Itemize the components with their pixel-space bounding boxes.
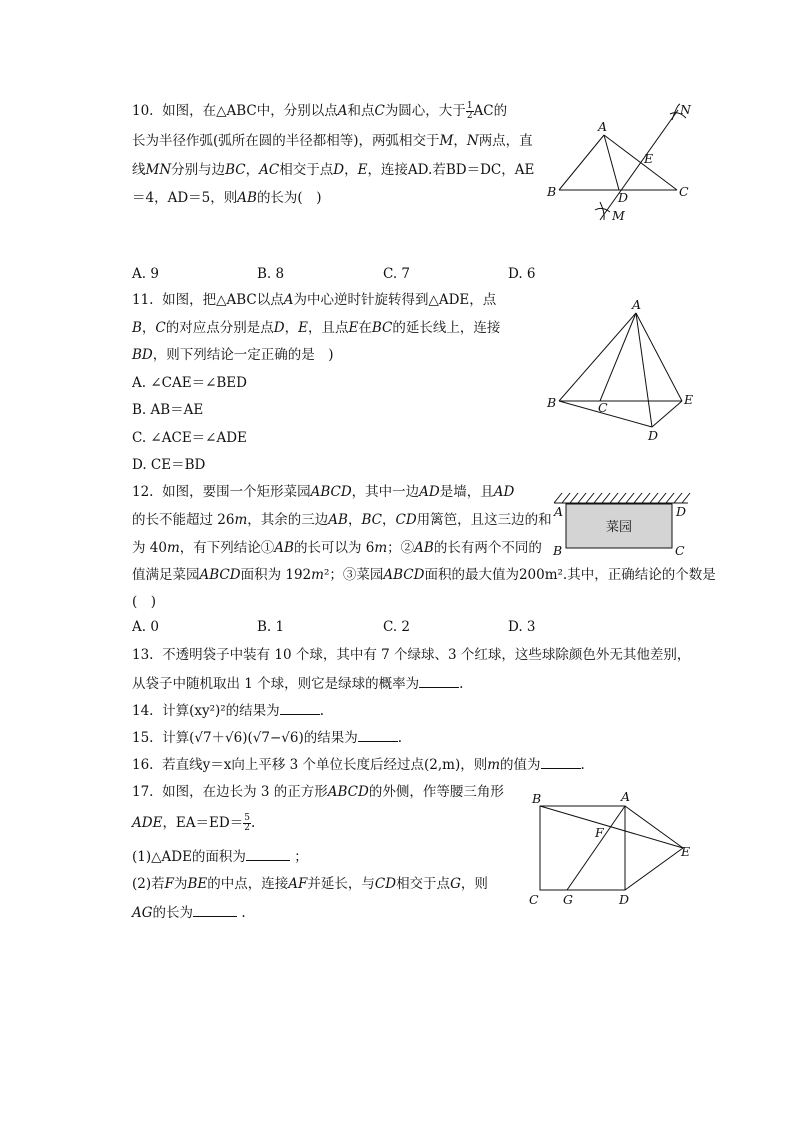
- q10-label-n: N: [680, 102, 691, 117]
- q13-answer-blank[interactable]: [419, 673, 459, 688]
- q15-number: 15.: [132, 730, 154, 746]
- q10-line-3: 线MN分别与边BC，AC相交于点D，E，连接AD.若BD＝DC，AE: [132, 162, 535, 178]
- q17-label-f: F: [595, 825, 604, 840]
- q15-answer-blank[interactable]: [358, 727, 398, 742]
- q13-line-2: 从袋子中随机取出 1 个球，则它是绿球的概率为 .: [132, 673, 463, 694]
- q11-option-d[interactable]: D. CE＝BD: [132, 457, 206, 473]
- q10-line-2: 长为半径作弧(弧所在圆的半径都相等)，两弧相交于M，N两点，直: [132, 133, 533, 149]
- q17-label-d: D: [619, 892, 630, 907]
- q12-line-1: 12. 如图，要围一个矩形菜园ABCD，其中一边AD是墙，且AD: [132, 484, 515, 500]
- q12-line-4: 值满足菜园ABCD面积为 192m²；③菜园ABCD面积的最大值为200m².其中，正确结论的个数是: [132, 567, 716, 583]
- q17-part-2-cont: AG的长为 .: [132, 902, 246, 923]
- q10-label-b: B: [547, 184, 557, 199]
- q12-label-a: A: [554, 504, 564, 519]
- q17-line-1: 17. 如图，在边长为 3 的正方形ABCD的外侧，作等腰三角形: [132, 784, 504, 800]
- q12-label-d: D: [676, 504, 687, 519]
- q10-option-d[interactable]: D. 6: [508, 266, 536, 282]
- q11-label-b: B: [547, 395, 557, 410]
- q11-label-d: D: [648, 428, 659, 443]
- q12-label-c: C: [675, 543, 685, 558]
- q12-option-c[interactable]: C. 2: [383, 619, 411, 635]
- q17-segment-ae: [625, 806, 683, 848]
- q10-option-b[interactable]: B. 8: [257, 266, 285, 282]
- q10-label-e: E: [644, 151, 654, 166]
- q12-diagram: [548, 486, 694, 558]
- q12-option-a[interactable]: A. 0: [132, 619, 159, 635]
- q14-line: 14. 计算(xy²)²的结果为 .: [132, 700, 324, 721]
- q11-option-c[interactable]: C. ∠ACE＝∠ADE: [132, 430, 247, 446]
- q12-option-b[interactable]: B. 1: [257, 619, 285, 635]
- q17-diagram: [525, 790, 705, 915]
- q17-answer-blank-1[interactable]: [246, 846, 290, 861]
- q17-part-1: (1)△ADE的面积为 ；: [132, 846, 308, 867]
- q10-diagram: [540, 100, 710, 230]
- q10-label-d: D: [618, 190, 629, 205]
- q11-option-b[interactable]: B. AB＝AE: [132, 402, 204, 418]
- q10-segment-ab: [559, 135, 604, 190]
- q14-answer-blank[interactable]: [280, 700, 320, 715]
- q11-line-3: BD，则下列结论一定正确的是 ): [132, 347, 334, 363]
- q10-segment-ad: [604, 135, 619, 190]
- q13-number: 13.: [132, 647, 154, 663]
- q12-option-d[interactable]: D. 3: [508, 619, 536, 635]
- q12-line-5: ( ): [132, 594, 157, 610]
- q10-option-a[interactable]: A. 9: [132, 266, 159, 282]
- q17-label-a: A: [621, 789, 631, 804]
- q10-option-c[interactable]: C. 7: [383, 266, 411, 282]
- q17-part-2: (2)若F为BE的中点，连接AF并延长，与CD相交于点G，则: [132, 876, 488, 892]
- fraction-half: $\frac{1}{2}$: [466, 101, 473, 121]
- q12-number: 12.: [132, 484, 154, 500]
- q11-line-1: 11. 如图，把△ABC以点A为中心逆时针旋转得到△ADE，点: [132, 292, 497, 308]
- q16-answer-blank[interactable]: [541, 754, 581, 769]
- q11-segment-ad: [636, 313, 652, 427]
- q17-label-g: G: [563, 892, 573, 907]
- fraction-five-halves: $\frac{5}{2}$: [244, 813, 250, 833]
- q11-segment-de: [652, 401, 682, 427]
- q17-segment-ag: [567, 806, 625, 890]
- q17-segment-be: [540, 806, 683, 848]
- q10-line-4: ＝4，AD＝5，则AB的长为( ): [132, 190, 322, 206]
- q17-answer-blank-2[interactable]: [193, 902, 237, 917]
- q12-label-b: B: [553, 543, 563, 558]
- q16-line: 16. 若直线y＝x向上平移 3 个单位长度后经过点(2,m)，则m的值为 .: [132, 754, 585, 775]
- q16-number: 16.: [132, 757, 154, 773]
- q10-number: 10.: [132, 103, 154, 119]
- q17-segment-de: [625, 848, 683, 890]
- q11-line-2: B，C的对应点分别是点D，E，且点E在BC的延长线上，连接: [132, 320, 501, 336]
- q10-label-m: M: [612, 208, 625, 223]
- wall-hatching: [554, 493, 690, 503]
- q11-segment-ac: [600, 313, 636, 401]
- q11-number: 11.: [132, 292, 154, 308]
- q17-number: 17.: [132, 784, 154, 800]
- q13-line-1: 13. 不透明袋子中装有 10 个球，其中有 7 个绿球、3 个红球，这些球除颜色外无其他差别，: [132, 647, 691, 663]
- q14-number: 14.: [132, 703, 154, 719]
- q12-line-3: 为 40m，有下列结论①AB的长可以为 6m；②AB的长有两个不同的: [132, 540, 542, 556]
- q11-label-c: C: [598, 400, 608, 415]
- q11-option-a[interactable]: A. ∠CAE＝∠BED: [132, 375, 247, 391]
- q11-diagram: [540, 296, 700, 446]
- q10-label-a: A: [598, 119, 608, 134]
- q12-line-2: 的长不能超过 26m，其余的三边AB，BC，CD用篱笆，且这三边的和: [132, 512, 552, 528]
- garden-label: 菜园: [606, 520, 633, 535]
- q17-label-e: E: [681, 844, 691, 859]
- q17-label-c: C: [529, 892, 539, 907]
- q15-line: 15. 计算(√7＋√6)(√7−√6)的结果为 .: [132, 727, 402, 748]
- q11-label-e: E: [684, 392, 694, 407]
- q10-line-1: 10. 如图，在△ABC中，分别以点A和点C为圆心，大于 $\frac{1}{2}$ AC的: [132, 101, 508, 121]
- q11-label-a: A: [632, 297, 642, 312]
- q11-segment-ab: [559, 313, 636, 401]
- q17-label-b: B: [532, 791, 542, 806]
- q10-label-c: C: [679, 184, 689, 199]
- q17-line-2: ADE，EA＝ED＝ $\frac{5}{2}$ .: [132, 813, 256, 833]
- q11-segment-ae: [636, 313, 682, 401]
